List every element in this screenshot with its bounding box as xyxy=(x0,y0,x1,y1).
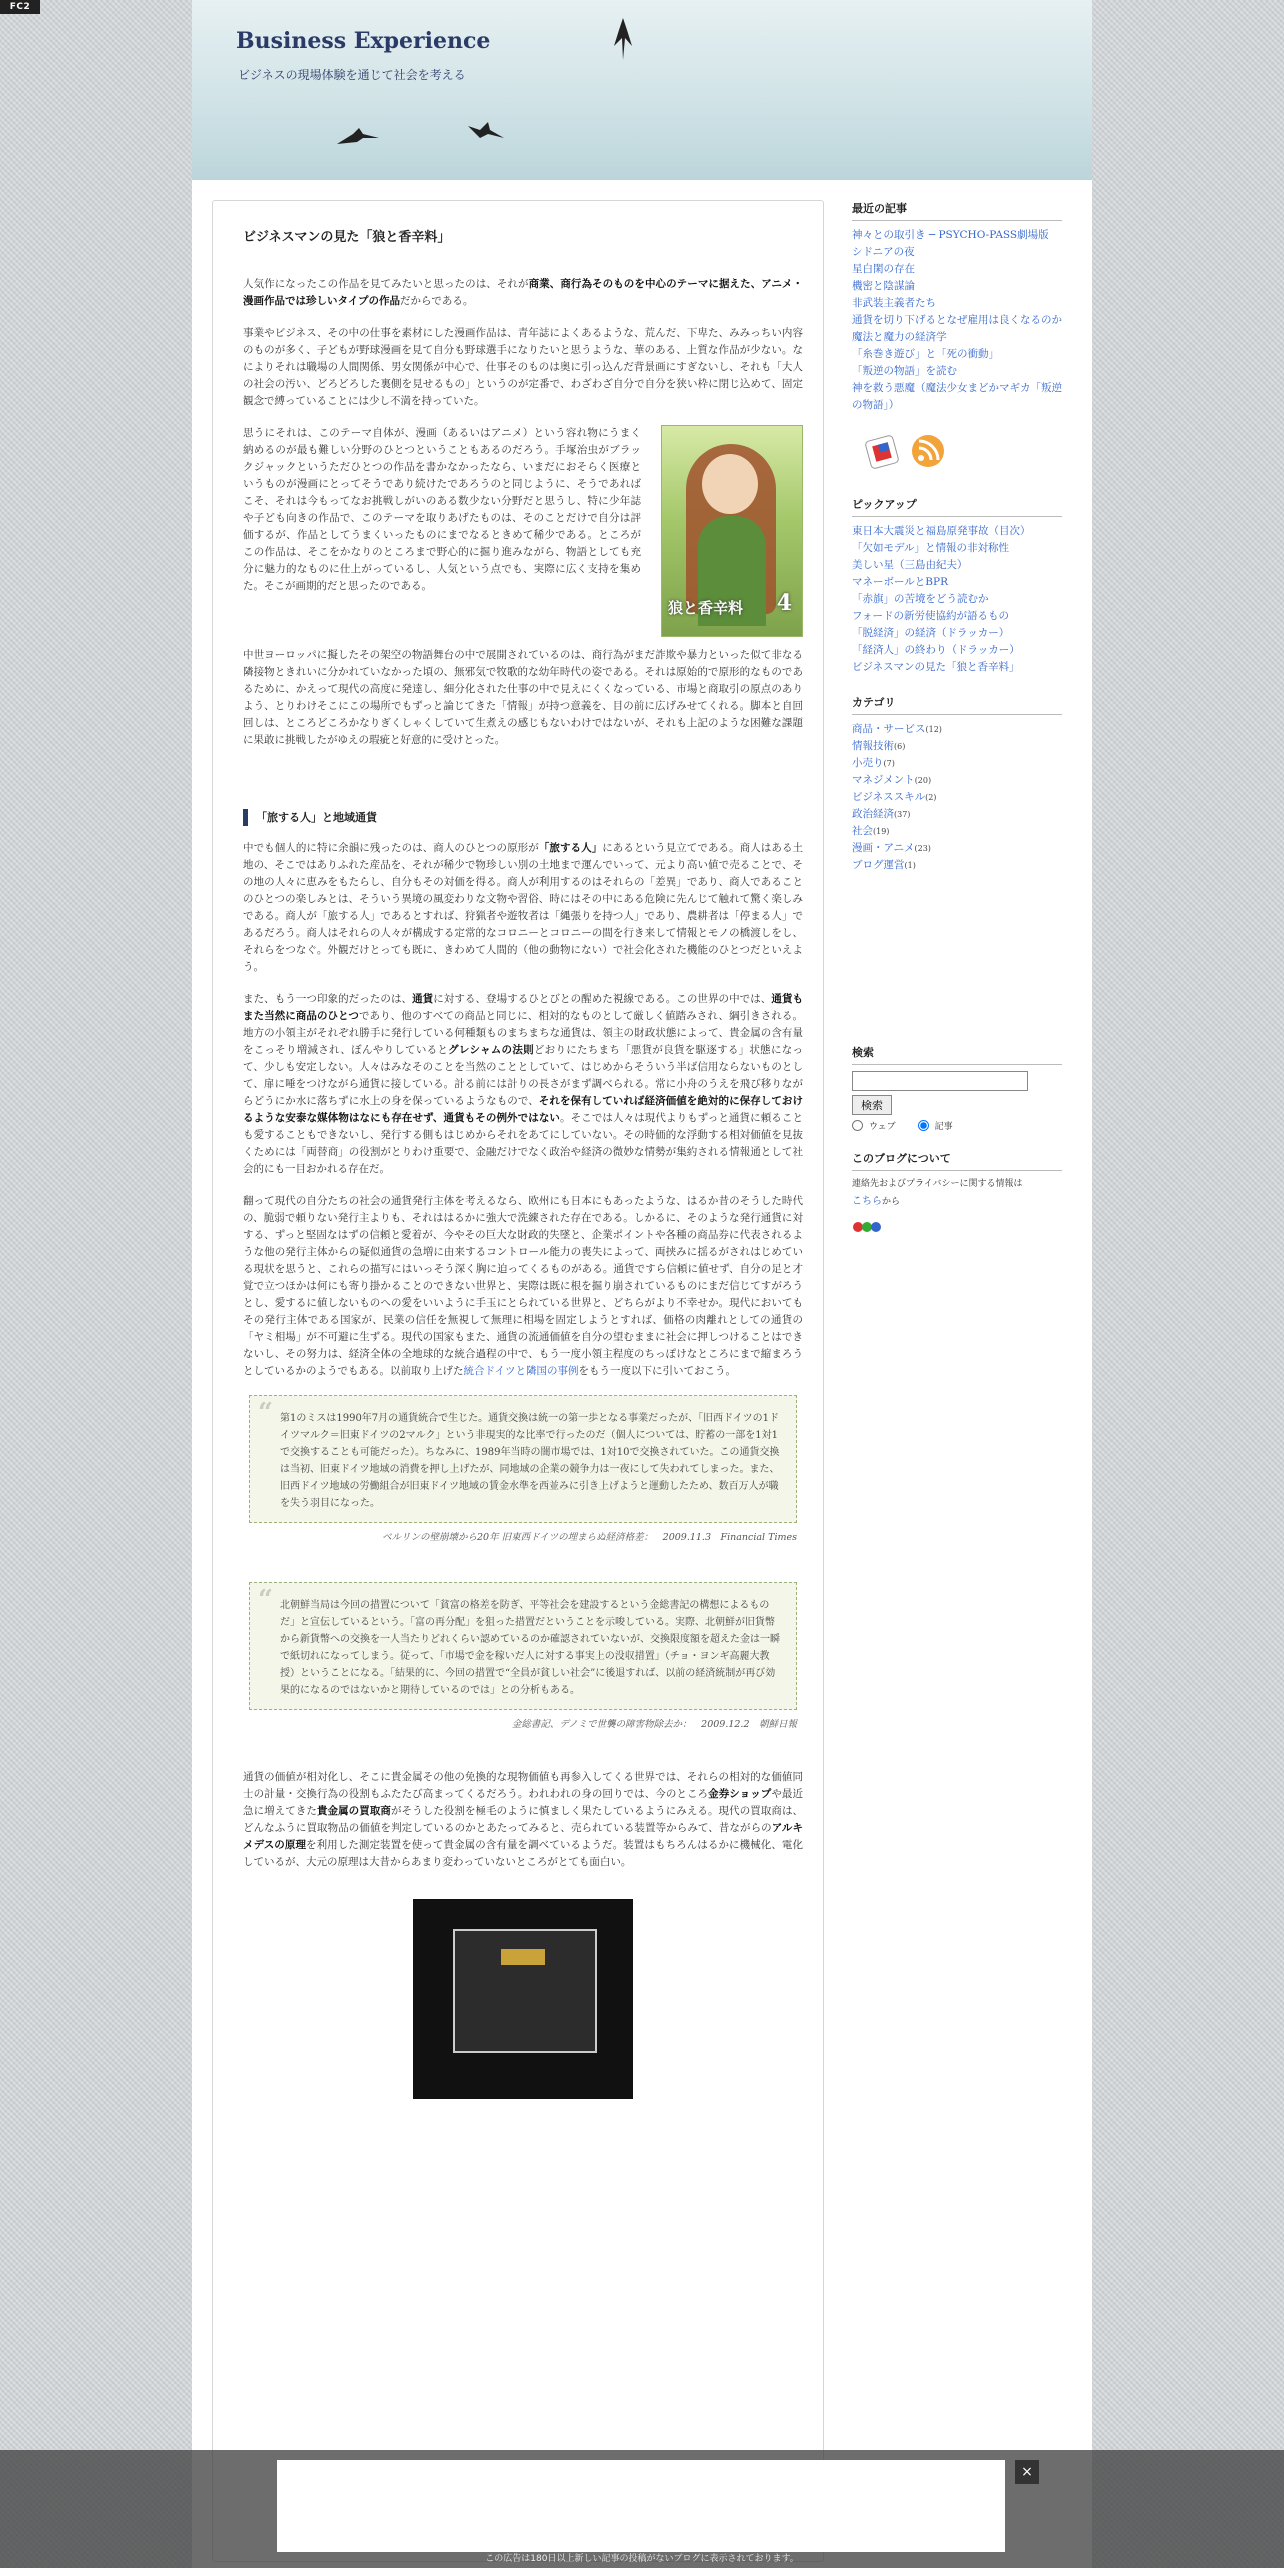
pickup-link[interactable]: ビジネスマンの見た「狼と香辛料」 xyxy=(852,661,1020,673)
emphasis: 通貨 xyxy=(412,993,434,1005)
bird-icon xyxy=(466,120,506,142)
bird-icon xyxy=(610,16,636,62)
recent-post-link[interactable]: 星白閑の存在 xyxy=(852,263,915,275)
section-heading: 「旅する人」と地域通貨 xyxy=(243,809,803,826)
radio-entry-label: 記事 xyxy=(934,1122,953,1132)
pickup-link[interactable]: 「経済人」の終わり（ドラッカー） xyxy=(852,644,1020,656)
category-link[interactable] xyxy=(852,755,1062,772)
article-paragraph: 思うにそれは、このテーマ自体が、漫画（あるいはアニメ）という容れ物にうまく納めるのが最も難しい分野のひとつということもあるのだろう。手塚治虫がブラックジャックというただひとつの作品を書かなかったなら、いまだにおそらく医療というものが漫画にとってそうであり続けたであろうのと同じように、そうであればこそ、それは今もってなお挑戦しがいのある数少ない分野だと思うし、特に少年誌や子ども向きの作品で、このテーマを取りあげたものは、そのことだけで自分は評価するが、作品としてうまくいったものにまでなるときめて稀少である。ところがこの作品は、そこをかなりのところまで野心的に掘り進みながら、物語としても充分に魅力的なものに仕上がっているし、人気という点でも、実際に広く支持を集めた。そこが画期的だと思ったのである。 xyxy=(243,427,641,592)
category-count: (23) xyxy=(914,844,931,853)
recent-post-link[interactable]: 「糸巻き遊び」と「死の衝動」 xyxy=(852,348,999,360)
feed-icons xyxy=(852,418,1062,478)
measuring-device-photo[interactable] xyxy=(413,1899,633,2099)
search-heading: 検索 xyxy=(852,1044,1062,1065)
emphasis: 金券ショップ xyxy=(708,1788,772,1800)
ad-close-button[interactable]: × xyxy=(1015,2460,1039,2484)
recent-posts-heading: 最近の記事 xyxy=(852,200,1062,221)
category-count: (1) xyxy=(904,861,916,870)
categories xyxy=(852,694,1062,874)
ad-banner[interactable] xyxy=(277,2460,1005,2552)
quote-text: 第1のミスは1990年7月の通貨統合で生じた。通貨交換は統一の第一歩となる事業だったが、「旧西ドイツの1ドイツマルク＝旧東ドイツの2マルク」という非現実的な比率で行ったのだ（個人については、貯蓄の一部を1対1で交換することも可能だった）。ちなみに、1989年当時の闇市場では、1対10で交換されていた。この通貨交換は当初、旧東ドイツ地域の消費を押し上げたが、同地域の企業の競争力は一夜にして失われてしまった。また、旧西ドイツ地域の労働組合が旧東ドイツ地域の賃金水準を西並みに引き上げようと運動したため、数百万人が職を失う羽目になった。 xyxy=(280,1413,780,1509)
ad-notice: この広告は180日以上新しい記事の投稿がないブログに表示されております。 xyxy=(485,2554,799,2564)
blog-title[interactable]: Business Experience xyxy=(236,28,491,54)
emphasis: アルキメデスの原理 xyxy=(243,1822,803,1851)
blockquote xyxy=(249,1582,797,1710)
character-face xyxy=(702,454,758,514)
search-box xyxy=(852,1044,1062,1132)
category-link[interactable] xyxy=(852,789,1062,806)
about-text: 連絡先およびプライバシーに関する情報は xyxy=(852,1179,1023,1189)
category-count: (6) xyxy=(894,742,906,751)
pickup-link[interactable]: マネーボールとBPR xyxy=(852,576,948,588)
article xyxy=(243,229,803,2099)
text: をもう一度以下に引いておこう。 xyxy=(578,1365,736,1377)
category-count: (37) xyxy=(894,810,911,819)
bird-icon xyxy=(335,124,381,148)
article-paragraph: 事業やビジネス、その中の仕事を素材にした漫画作品は、青年誌によくあるような、荒んだ、下卑た、みみっちい内容のものが多く、子どもが野球漫画を見て自分も野球選手になりたいと思うような、華のある、上質な作品が少ない。なによりそれは職場の人間関係、男女関係が中心で、仕事そのものは奥に引っ込んだ背景画にすぎないし、それも「大人の社会の汚い、どろどろした裏側を見せるもの」というのが定番で、わざわざ自分で自分を狭い枠に閉じ込めて、固定観念で縛っていることには少し不満を持っていた。 xyxy=(243,327,803,407)
category-count: (19) xyxy=(873,827,890,836)
text: を利用した測定装置を使って貴金属の含有量を調べているようだ。装置はもちろんはるかに機械化、電化しているが、大元の原理は大昔からあまり変わっていないところがとても面白い。 xyxy=(243,1839,803,1868)
article-paragraph xyxy=(243,1769,803,1871)
community-icon[interactable] xyxy=(852,1220,882,1234)
ad-overlay xyxy=(0,2450,1284,2568)
about-heading: このブログについて xyxy=(852,1150,1062,1171)
recent-posts xyxy=(852,200,1062,478)
pickup-link[interactable]: 「欠如モデル」と情報の非対称性 xyxy=(852,542,1009,554)
emphasis: 通貨もまた当然に商品のひとつ xyxy=(243,993,804,1022)
text: 翻って現代の自分たちの社会の通貨発行主体を考えるなら、欧州にも日本にもあったような、はるか昔のそうした時代の、脆弱で頼りない発行主よりも、それははるかに強大で洗練された存在である。しかるに、そのような発行通貨に対する、ずっと堅固なはずの信頼と愛着が、今やその巨大な財政的失墜と、企業ポイントや各種の商品券に代表されるような他の発行主体からの疑似通貨の急増に由来するコントロール能力の喪失によって、両挟みに揺るがされはじめている現状を思うと、これらの描写にはいっそう深く胸に迫ってくるものがある。通貨ですら信頼に値せず、自分の足と才覚で立つほかは何にも寄り掛かることのできない世界と、実際は既に根を掘り崩されているものにまだ信じてすがろうとし、愛するに値しないものへの愛をいいように手玉にとられている世界と、どちらがより不幸せか。現代においてもその発行主体である国家が、民業の信任を無視して無理に相場を固定しようとすれば、価格の肉離れとしての通貨の「ヤミ相場」が不可避に生ずる。現代の国家もまた、通貨の流通価値を自分の望むままに社会に押しつけることはできないし、その努力は、経済全体の全地球的な統合過程の中で、もう一度小領主程度のちっぽけなところにまで縮まろうとしているかのようでもある。以前取り上げた xyxy=(243,1195,803,1377)
category-name[interactable]: ビジネススキル xyxy=(852,791,926,803)
category-link[interactable] xyxy=(852,738,1062,755)
text: に対する、登場するひとびとの醒めた視線である。この世界の中では、 xyxy=(433,993,772,1005)
category-name[interactable]: マネジメント xyxy=(852,774,915,786)
inline-link[interactable]: 統合ドイツと隣国の事例 xyxy=(463,1365,579,1377)
category-count: (7) xyxy=(883,759,895,768)
about-blog xyxy=(852,1150,1062,1237)
category-heading: カテゴリ xyxy=(852,694,1062,715)
emphasis: 「旅する人」 xyxy=(538,842,603,854)
emphasis: それを保有していれば経済価値を絶対的に保存しておけるような安泰な媒体物はなにも存在せず、通貨もその例外ではない xyxy=(243,1095,804,1124)
book-title: 狼と香辛料 xyxy=(668,599,744,617)
text: また、もう一つ印象的だったのは、 xyxy=(243,993,413,1005)
book-cover-image[interactable] xyxy=(661,425,803,637)
category-name[interactable]: 商品・サービス xyxy=(852,723,926,735)
recent-post-link[interactable]: 「叛逆の物語」を読む xyxy=(852,365,957,377)
device-case xyxy=(453,1929,597,2053)
category-link[interactable] xyxy=(852,721,1062,738)
category-link[interactable] xyxy=(852,857,1062,874)
category-name[interactable]: 政治経済 xyxy=(852,808,894,820)
category-count: (2) xyxy=(925,793,937,802)
category-count: (20) xyxy=(914,776,932,785)
emphasis: グレシャムの法則 xyxy=(448,1044,534,1056)
fc2-badge[interactable]: FC2 xyxy=(0,0,40,14)
emphasis: 商業、商行為そのものを中心のテーマに据えた、アニメ・漫画作品では珍しいタイプの作品 xyxy=(243,278,803,307)
pickup-link[interactable]: 東日本大震災と福島原発事故（目次） xyxy=(852,525,1031,537)
article-paragraph xyxy=(243,840,803,976)
radio-web[interactable] xyxy=(852,1120,863,1131)
category-name[interactable]: 漫画・アニメ xyxy=(852,842,915,854)
text: 中でも個人的に特に余韻に残ったのは、商人のひとつの原形が xyxy=(243,842,539,854)
quote-text: 北朝鮮当局は今回の措置について「貧富の格差を防ぎ、平等社会を建設するという金総書記の構想によるものだ」と宣伝しているという。「富の再分配」を狙った措置だということを示唆している。実際、北朝鮮が旧貨幣から新貨幣への交換を一人当たりどれくらい認めているのか確認されていないが、交換限度額を超えた金は一瞬で紙切れになってしまう。従って、「市場で金を稼いだ人に対する事実上の没収措置」（チョ・ヨンギ高麗大教授）ということになる。「結果的に、今回の措置で“全員が貧しい社会”に後退すれば、以前の経済統制が再び効果的になるのではないかと期待しているのでは」との分析もある。 xyxy=(280,1600,780,1696)
about-tail: から xyxy=(882,1197,901,1207)
recent-post-link[interactable]: 神々との取引き ─ PSYCHO-PASS劇場版 xyxy=(852,229,1049,241)
sidebar xyxy=(852,200,1062,1255)
pickup-posts xyxy=(852,496,1062,676)
text: どおりにたちまち「悪貨が良貨を駆逐する」状態になって、少しも安定しない。人々はみなそのことを当然のこととしていて、はじめからそういう半ば信用ならないものとして、扉に唾をつけながら通貨に接している。計る前には計りの長さがまず調べられる。常に小舟のうえを飛び移りながらどうにか水に落ちずに水上の身を保っているようなもので、 xyxy=(243,1044,803,1107)
text: がそうした役割を極毛のように慎ましく果たしているようにみえる。現代の買取商は、どんなふうに買取物品の価値を判定しているのかとあたってみると、売られている装置等からみて、昔ながらの xyxy=(243,1805,804,1834)
pickup-heading: ピックアップ xyxy=(852,496,1062,517)
page xyxy=(192,0,1092,2568)
recent-post-link[interactable]: 非武装主義者たち xyxy=(852,297,936,309)
emphasis: 貴金属の買取商 xyxy=(316,1805,391,1817)
pickup-link[interactable]: 「赤旗」の苦境をどう読むか xyxy=(852,593,989,605)
category-name[interactable]: ブログ運営 xyxy=(852,859,905,871)
search-button[interactable]: 検索 xyxy=(852,1095,892,1115)
article-container xyxy=(212,200,824,2562)
quote-icon: “ xyxy=(258,1585,273,1615)
recent-post-link[interactable]: 魔法と魔力の経済学 xyxy=(852,331,947,343)
text: 人気作になったこの作品を見てみたいと思ったのは、それが xyxy=(243,278,529,290)
quote-icon: “ xyxy=(258,1398,273,1428)
article-title[interactable]: ビジネスマンの見た「狼と香辛料」 xyxy=(243,230,451,245)
category-name[interactable]: 情報技術 xyxy=(852,740,894,752)
category-link[interactable] xyxy=(852,840,1062,857)
pickup-link[interactable]: 「脱経済」の経済（ドラッカー） xyxy=(852,627,1010,639)
category-link[interactable] xyxy=(852,772,1062,789)
recent-post-link[interactable]: シドニアの夜 xyxy=(852,246,915,258)
recent-post-link[interactable]: 通貨を切り下げるとなぜ雇用は良くなるのか xyxy=(852,314,1062,326)
blog-subtitle: ビジネスの現場体験を通じて社会を考える xyxy=(238,68,466,82)
recent-post-link[interactable]: 神を救う悪魔（魔法少女まどかマギカ「叛逆の物語」） xyxy=(852,382,1062,411)
article-paragraph: 中世ヨーロッパに擬したその架空の物語舞台の中で展開されているのは、商行為がまだ詐欺や暴力といった似て非なる隣接物ときれいに分かれていなかった頃の、無邪気で牧歌的な幼年時代の姿である。それは原始的で原形的なものであるために、かえって現代の高度に発達し、細分化された仕事の中で見えにくくなっている、市場と商取引の原点のありよう、とりわけそこにこの場所でもずっと論じてきた「情報」が持つ意義を、目の前に広げみせてくれる。脚本と自回回しは、ところどころかなりぎくしゃくしていて生煮えの感じもないわけではないが、それも上記のような困難な課題に果敢に挑戦したがゆえの瑕疵と好意的に受けとった。 xyxy=(243,649,803,746)
rss-icon[interactable] xyxy=(862,432,902,472)
search-scope xyxy=(852,1119,1062,1132)
category-count: (12) xyxy=(925,725,942,734)
article-paragraph xyxy=(243,1193,803,1380)
pickup-link[interactable]: フォードの新労使協約が語るもの xyxy=(852,610,1009,622)
recent-post-link[interactable]: 機密と陰謀論 xyxy=(852,280,915,292)
category-name[interactable]: 小売り xyxy=(852,757,884,769)
blockquote xyxy=(249,1395,797,1523)
radio-web-label: ウェブ xyxy=(869,1122,896,1132)
blog-header xyxy=(192,0,1092,180)
text: 。そこでは人々は現代よりもずっと通貨に頼ることも愛することもできないし、発行する側もはじめからそれをあてにしていない。その時価的な浮動する相対価値を見抜くためには「両替商」の役割がとりわけ重要で、金融だけでなく政治や経済の微妙な情勢が集約される情報通として社会的にも一目おかれる存在だ。 xyxy=(243,1112,803,1175)
category-name[interactable]: 社会 xyxy=(852,825,873,837)
category-link[interactable] xyxy=(852,823,1062,840)
pickup-link[interactable]: 美しい星（三島由紀夫） xyxy=(852,559,968,571)
book-volume: 4 xyxy=(776,590,792,616)
text: であり、他のすべての商品と同じに、相対的なものとして厳しく値踏みされ、綱引きされる。地方の小領主がそれぞれ勝手に発行している何種類ものまちまちな通貨は、領主の財政状態によって、貴金属の含有量をこっそり増減され、ぼんやりしていると xyxy=(243,1010,803,1056)
radio-entry[interactable] xyxy=(918,1120,929,1131)
search-input[interactable] xyxy=(852,1071,1028,1091)
text: だからである。 xyxy=(399,295,474,307)
category-link[interactable] xyxy=(852,806,1062,823)
text: にあるという見立てである。商人はある土地の、そこではありふれた産品を、それが稀少で物珍しい別の土地まで運んでいって、元より高い値で売ることで、その地の人々に恵みをもたらし、自分もその対価を得る。商人が利用するのはそれらの「差異」であり、商人であることのひとつの楽しみとは、そういう異境の風変わりな文物や習俗、時にはその中にある危険に先んじて触れて驚く楽しみである。商人が「旅する人」であるとすれば、狩猟者や遊牧者は「縄張りを持つ人」であり、農耕者は「停まる人」であるだろう。商人はそれらの人々が構成する定常的なコロニーとコロニーの間を行き来して情報とモノの橋渡しをし、それらをつなぐ。外観だけとっても既に、きわめて人間的（他の動物にない）で社会化された機能のひとつだといえよう。 xyxy=(243,842,804,973)
quote-citation[interactable]: ベルリンの壁崩壊から20年 旧東西ドイツの埋まらぬ経済格差： 2009.11.3 Financial Times xyxy=(382,1532,797,1543)
text: 通貨の価値が相対化し、そこに貴金属その他の免換的な現物価値も再参入してくる世界では、それらの相対的な価値同士の計量・交換行為の役割もふたたび高まってくるだろう。われわれの身の回りでは、今のところ xyxy=(243,1771,803,1800)
quote-citation[interactable]: 金総書記、デノミで世襲の障害物除去か： 2009.12.2 朝鮮日報 xyxy=(511,1719,797,1730)
gold-sample xyxy=(501,1949,545,1965)
about-link[interactable]: こちら xyxy=(852,1196,882,1207)
feed-icon[interactable] xyxy=(908,430,948,472)
article-paragraph xyxy=(243,991,803,1178)
text: や最近急に増えてきた xyxy=(243,1788,804,1817)
article-paragraph xyxy=(243,276,803,310)
